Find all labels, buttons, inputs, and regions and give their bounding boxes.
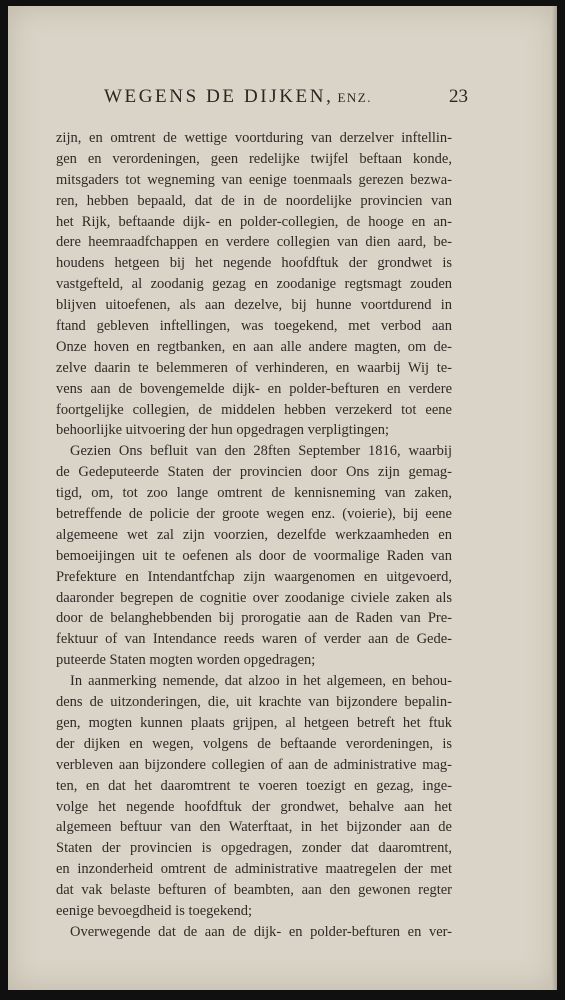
text-line: en inzonderheid omtrent de administrative maatregelen der met [56, 861, 452, 878]
text-line: algemeene wet zal zijn voorzien, dezelfde werkzaamheden en [56, 526, 452, 543]
text-line: Onze hoven en regtbanken, en aan alle andere magten, om de- [56, 338, 452, 355]
text-line: het Rijk, beftaande dijk- en polder-collegien, de hooge en an- [56, 213, 452, 230]
text-line: dat vak belaste befturen of beambten, aan den gewonen regter [56, 882, 452, 899]
text-line: blijven uitoefenen, als aan dezelve, bij hunne voortdurend in [56, 297, 452, 314]
text-line: daaronder begrepen de cognitie over zoodanige civiele zaken als [56, 589, 452, 606]
text-line: verbleven aan bijzondere collegien of aan de administrative mag- [56, 756, 452, 773]
text-line: de Gedeputeerde Staten der provincien door Ons zijn gemag- [56, 464, 452, 481]
body-text [56, 128, 452, 943]
text-line: ren, hebben bepaald, dat de in de noordelijke provincien van [56, 192, 452, 209]
running-title: WEGENS DE DIJKEN, ENZ. [104, 86, 372, 107]
text-line: foortgelijke collegien, de middelen hebben verzekerd tot eene [56, 401, 452, 418]
text-line: vens aan de bovengemelde dijk- en polder-befturen en verdere [56, 380, 452, 397]
text-line: door de belanghebbenden bij prorogatie aan de Raden van Pre- [56, 610, 452, 627]
text-line: puteerde Staten mogten worden opgedragen; [56, 652, 316, 669]
text-line: mitsgaders tot wegneming van eenige toenmaals gerezen bezwa- [56, 171, 452, 188]
text-line: gen, mogten kunnen plaats grijpen, al hetgeen betreft het ftuk [56, 714, 452, 731]
text-line: houdens hetgeen bij het negende hoofdftuk der grondwet is [56, 255, 452, 272]
text-line: dere heemraadfchappen en verdere collegien van dien aard, be- [56, 234, 452, 251]
text-line: tigd, om, tot zoo lange omtrent de kennisneming van zaken, [56, 485, 452, 502]
text-line: zijn, en omtrent de wettige voortduring van derzelver inftellin- [56, 130, 452, 146]
page-number: 23 [449, 86, 468, 107]
running-header [104, 86, 468, 112]
text-line: Prefekture en Intendantfchap zijn waargenomen en uitgevoerd, [56, 568, 452, 585]
text-line: fektuur of van Intendance reeds waren of verder aan de Gede- [56, 631, 452, 648]
text-line: zelve daarin te belemmeren of verhinderen, en waarbij Wij te- [56, 359, 452, 376]
text-line: vastgefteld, al zoodanig gezag en zoodanige regtsmagt zouden [56, 276, 452, 293]
text-line: eenige bevoegdheid is toegekend; [56, 902, 253, 919]
text-line: algemeen beftuur van den Waterftaat, in het bijzonder aan de [56, 819, 452, 836]
book-page [8, 6, 557, 990]
text-line: bemoeijingen uit te oefenen als door de voormalige Raden van [56, 547, 452, 564]
text-line: volge het negende hoofdftuk der grondwet, behalve aan het [56, 798, 452, 815]
text-line: der dijken en wegen, volgens de beftaande verordeningen, is [56, 735, 452, 752]
text-line: Staten der provincien is opgedragen, zonder dat daaromtrent, [56, 840, 452, 857]
text-line: behoorlijke uitvoering der hun opgedragen verpligtingen; [56, 422, 390, 439]
text-line: gen en verordeningen, geen redelijke twijfel beftaan konde, [56, 150, 452, 167]
text-line: dens de uitzonderingen, die, uit krachte van bijzondere bepalin- [56, 694, 452, 711]
text-line: Gezien Ons befluit van den 28ften September 1816, waarbij [70, 443, 452, 460]
text-line: ten, en dat het daaromtrent te voeren toezigt en gezag, inge- [56, 777, 452, 794]
text-line: Overwegende dat de aan de dijk- en polder-befturen en ver- [70, 923, 452, 940]
running-title-abbreviation: ENZ. [337, 90, 372, 105]
text-line: betreffende de policie der groote wegen enz. (voierie), bij eene [56, 506, 452, 523]
text-line: In aanmerking nemende, dat alzoo in het algemeen, en behou- [70, 673, 452, 690]
text-line: ftand gebleven inftellingen, was toegekend, met verbod aan [56, 318, 452, 335]
